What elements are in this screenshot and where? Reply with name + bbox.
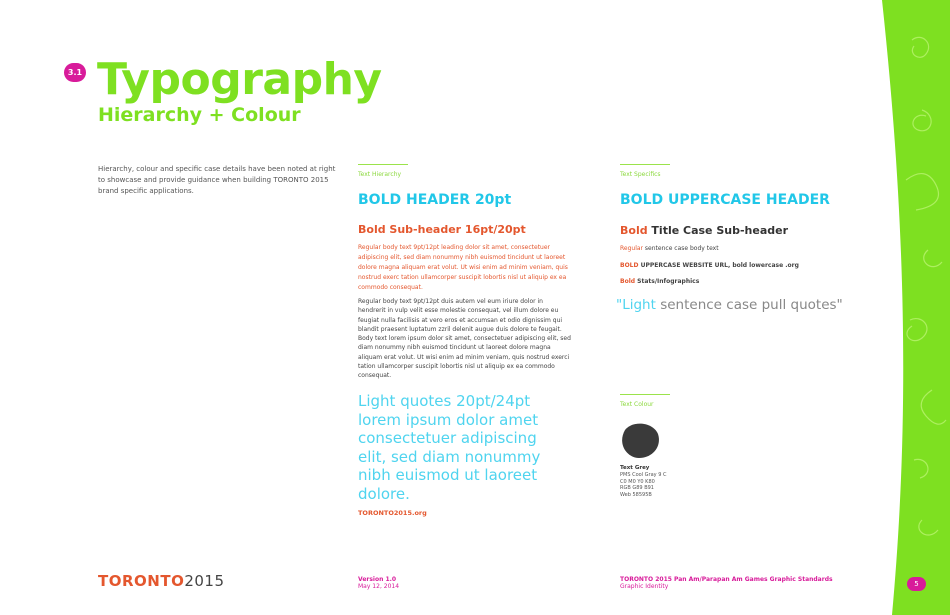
- pull-quote-open: ": [616, 297, 623, 313]
- specifics-line2-rest: UPPERCASE WEBSITE URL, bold lowercase .org: [638, 262, 799, 269]
- page-title: Typography: [97, 54, 382, 105]
- specifics-line3-rest: Stats/Infographics: [635, 278, 700, 285]
- footer-version: Version 1.0: [358, 576, 397, 583]
- specifics-line2-highlight: BOLD: [620, 262, 639, 269]
- page-subtitle: Hierarchy + Colour: [98, 104, 301, 126]
- colour-rule: [620, 394, 670, 395]
- colour-value-web: Web 58595B: [620, 491, 652, 498]
- section-number-badge: 3.1: [64, 63, 86, 82]
- specifics-subheader-rest: Title Case Sub-header: [647, 224, 789, 237]
- colour-label: Text Colour: [620, 401, 654, 408]
- toronto-2015-logo: [98, 572, 225, 590]
- specifics-header: BOLD UPPERCASE HEADER: [620, 192, 830, 208]
- logo-word: TORONTO: [98, 572, 185, 590]
- colour-value-pms: PMS Cool Gray 9 C: [620, 472, 667, 478]
- pull-quote-rest: sentence case pull quotes": [655, 297, 843, 313]
- hierarchy-body-orange: Regular body text 9pt/12pt leading dolor sit amet, consectetuer adipiscing elit, sed diam nonummy nibh euismod tincidunt ut laoreet dolore magna aliquam erat volut. Ut wisi enim ad minim veniam, quis nostrud exerc tation ullamcorper suscipit lobortis nisl ut aliquip ex ea commodo consequat.: [358, 244, 568, 291]
- colour-value-rgb: RGB G89 B91: [620, 485, 654, 491]
- footer-doc-title: TORONTO 2015 Pan Am/Parapan Am Games Graphic Standards: [620, 576, 833, 583]
- hierarchy-body-grey: Regular body text 9pt/12pt duis autem vel eum iriure dolor in hendrerit in vulp velit esse molestie consequat, vel illum dolore eu feugiat nulla facilisis at vero eros et accumsan et odio dignissim qui blandit praesent luptatum zzril delenit augue duis dolore te feugait. Body text lorem ipsum dolor sit amet, consectetuer adipiscing elit, sed diam nonummy nibh euismod tincidunt ut laoreet dolore magna aliquam erat volut. Ut wisi enim ad minim veniam, quis nostrud exerci tation ullamcorper suscipit lobortis nisl ut aliquip ex ea commodo consequat.: [358, 298, 571, 380]
- specifics-label: Text Specifics: [620, 171, 661, 178]
- hierarchy-header: BOLD HEADER 20pt: [358, 192, 512, 208]
- hierarchy-light-quote: Light quotes 20pt/24pt lorem ipsum dolor amet consectetuer adipiscing elit, sed diam nonummy nibh euismod ut laoreet dolore.: [358, 392, 541, 503]
- footer-doc-subtitle: Graphic Identity: [620, 583, 669, 590]
- specifics-subheader: [620, 224, 788, 237]
- hierarchy-subheader: Bold Sub-header 16pt/20pt: [358, 223, 526, 236]
- pull-quote-light-word: Light: [622, 297, 656, 313]
- specifics-line3-highlight: Bold: [620, 278, 636, 285]
- footer-date: May 12, 2014: [358, 583, 400, 590]
- hierarchy-rule: [358, 164, 408, 165]
- colour-swatch: [619, 422, 661, 460]
- specifics-line1-rest: sentence case body text: [643, 245, 719, 252]
- intro-paragraph: Hierarchy, colour and specific case details have been noted at right to showcase and provide guidance when building TORONTO 2015 brand specific applications.: [98, 165, 336, 195]
- colour-value-cmyk: C0 M0 Y0 K80: [620, 478, 655, 485]
- colour-swatch-values: [620, 472, 666, 498]
- specifics-line1-highlight: Regular: [620, 245, 644, 252]
- hierarchy-label: Text Hierarchy: [358, 171, 402, 178]
- logo-year: 2015: [184, 572, 225, 590]
- specifics-line-regular: [620, 245, 719, 252]
- page-number-badge: 5: [907, 577, 926, 591]
- specifics-line-url: [620, 262, 799, 269]
- specifics-pull-quote: [616, 297, 843, 313]
- decorative-green-band: [862, 0, 950, 615]
- hierarchy-url: TORONTO2015.org: [358, 509, 427, 517]
- specifics-line-stats: [620, 278, 699, 285]
- colour-swatch-name: Text Grey: [620, 465, 650, 471]
- specifics-subheader-bold: Bold: [620, 224, 648, 237]
- specifics-rule: [620, 164, 670, 165]
